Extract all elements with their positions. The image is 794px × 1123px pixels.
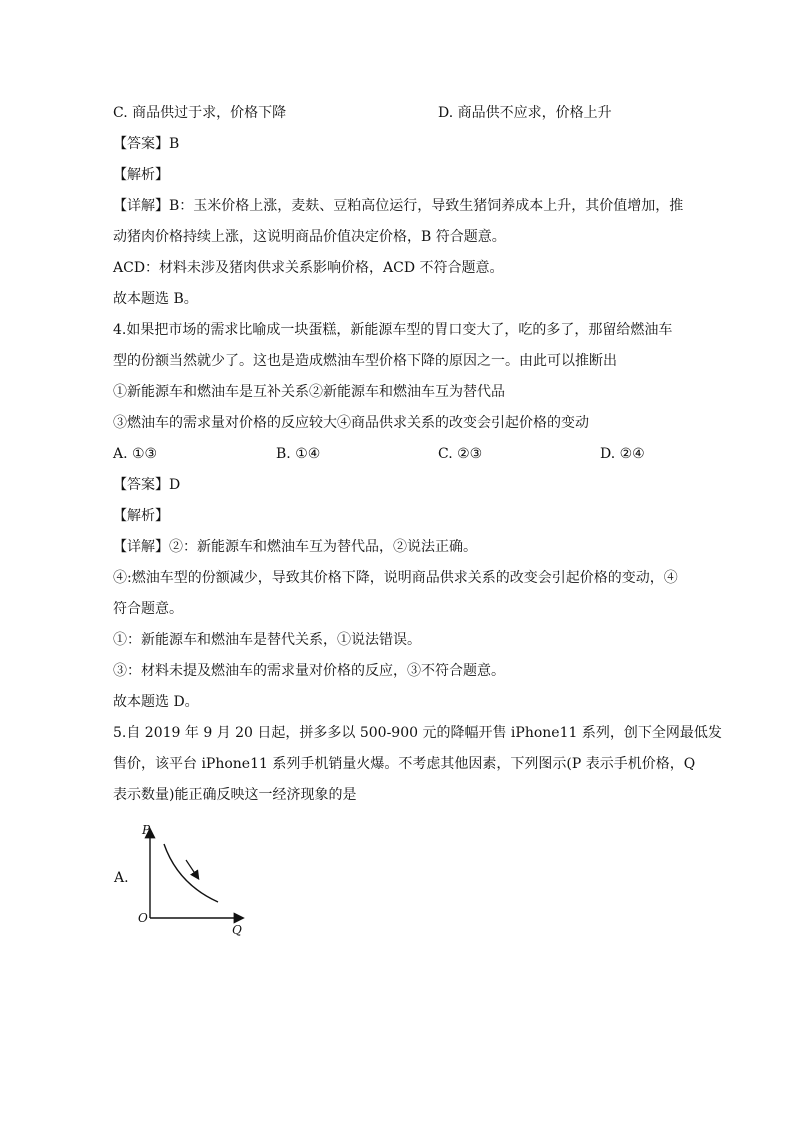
q5-option-a-graph bbox=[134, 820, 254, 940]
q4-detail-line4: ①：新能源车和燃油车是替代关系，①说法错误。 bbox=[113, 632, 421, 648]
q4-detail-line5: ③：材料未提及燃油车的需求量对价格的反应，③不符合题意。 bbox=[113, 663, 505, 679]
q4-detail-line3: 符合题意。 bbox=[113, 601, 183, 617]
q4-option-c: C. ②③ bbox=[438, 446, 483, 462]
q4-stem-line2: 型的份额当然就少了。这也是造成燃油车型价格下降的原因之一。由此可以推断出 bbox=[113, 353, 617, 369]
q3-option-d: D. 商品供不应求，价格上升 bbox=[438, 105, 612, 121]
q4-statement-34: ③燃油车的需求量对价格的反应较大④商品供求关系的改变会引起价格的变动 bbox=[113, 415, 589, 431]
q4-detail-line1: 【详解】②：新能源车和燃油车互为替代品，②说法正确。 bbox=[113, 539, 477, 555]
demand-curve bbox=[164, 844, 218, 902]
q5-stem-line2: 售价，该平台 iPhone11 系列手机销量火爆。不考虑其他因素，下列图示(P 表示手机价格，Q bbox=[113, 756, 696, 772]
q4-detail-line2: ④:燃油车型的份额减少，导致其价格下降，说明商品供求关系的改变会引起价格的变动，④ bbox=[113, 570, 678, 586]
q4-stem-line1: 4.如果把市场的需求比喻成一块蛋糕，新能源车型的胃口变大了，吃的多了，那留给燃油车 bbox=[113, 322, 673, 338]
p-label: P bbox=[142, 823, 151, 837]
q5-stem-line1: 5.自 2019 年 9 月 20 日起，拼多多以 500-900 元的降幅开售 iPhone11 系列，创下全网最低发 bbox=[113, 725, 722, 741]
q3-detail-line2: 动猪肉价格持续上涨，这说明商品价值决定价格，B 符合题意。 bbox=[113, 229, 506, 245]
o-label: O bbox=[138, 911, 148, 925]
q3-acd: ACD：材料未涉及猪肉供求关系影响价格，ACD 不符合题意。 bbox=[113, 260, 504, 276]
q3-option-c: C. 商品供过于求，价格下降 bbox=[113, 105, 287, 121]
q3-analysis-heading: 【解析】 bbox=[113, 167, 169, 183]
q4-conclusion: 故本题选 D。 bbox=[113, 694, 199, 710]
q4-option-a: A. ①③ bbox=[113, 446, 158, 462]
q5-stem-line3: 表示数量)能正确反映这一经济现象的是 bbox=[113, 787, 357, 803]
q4-option-b: B. ①④ bbox=[276, 446, 321, 462]
q-label: Q bbox=[232, 923, 242, 937]
q3-answer: 【答案】B bbox=[113, 136, 180, 152]
q4-answer: 【答案】D bbox=[113, 477, 181, 493]
movement-arrow bbox=[186, 860, 198, 878]
q3-conclusion: 故本题选 B。 bbox=[113, 291, 198, 307]
q3-detail-line1: 【详解】B：玉米价格上涨，麦麸、豆粕高位运行，导致生猪饲养成本上升，其价值增加，推 bbox=[113, 198, 684, 214]
q4-option-d: D. ②④ bbox=[600, 446, 645, 462]
q4-analysis-heading: 【解析】 bbox=[113, 508, 169, 524]
q4-statement-12: ①新能源车和燃油车是互补关系②新能源车和燃油车互为替代品 bbox=[113, 384, 505, 400]
q5-option-a-label: A. bbox=[114, 870, 129, 886]
